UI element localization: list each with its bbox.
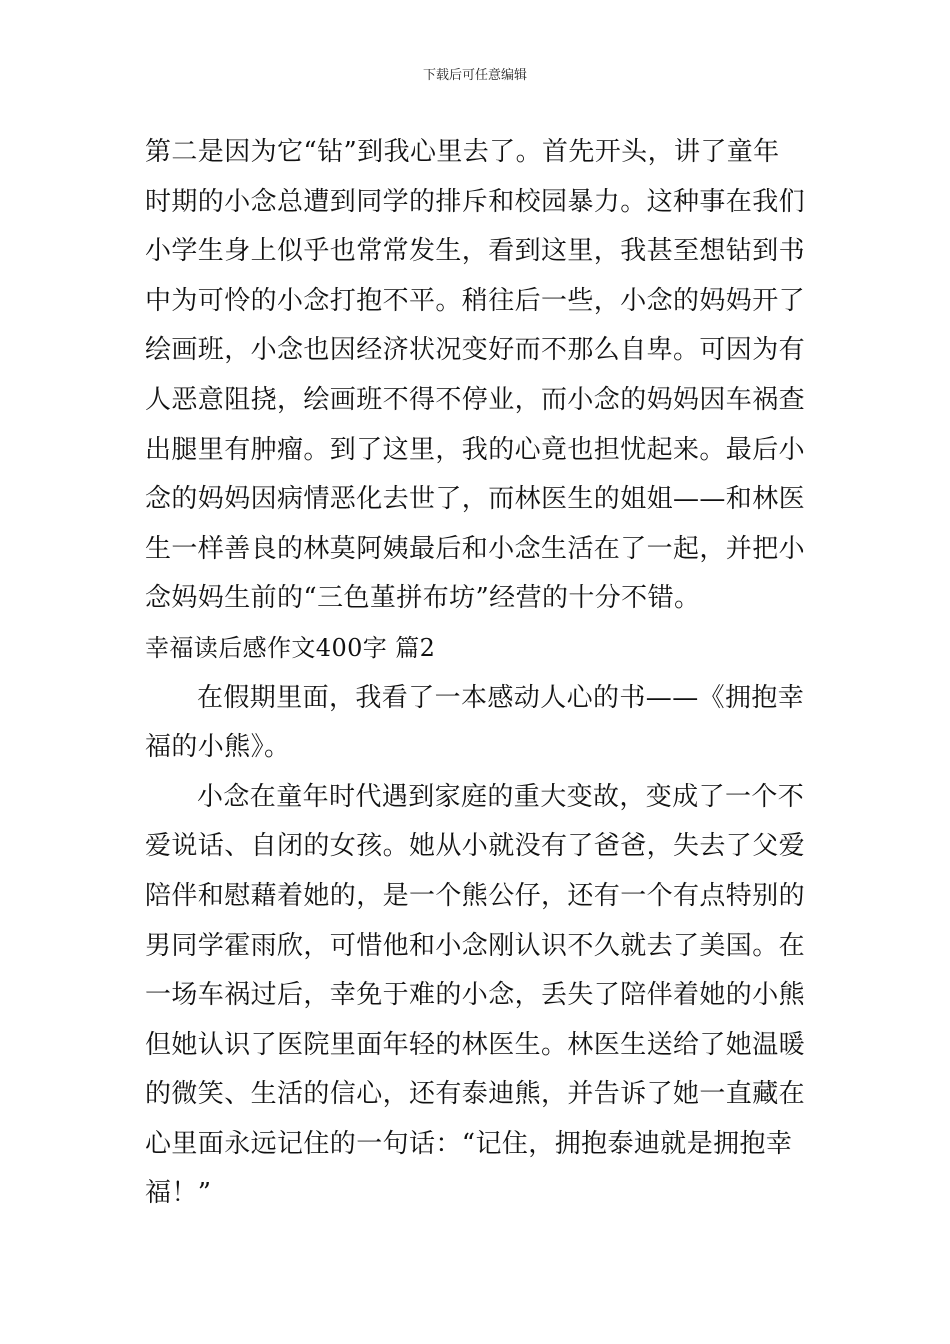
text-line: 生一样善良的林莫阿姨最后和小念生活在了一起，并把小 [145,533,806,564]
text-line: 绘画班，小念也因经济状况变好而不那么自卑。可因为有 [145,335,806,366]
text-line: 中为可怜的小念打抱不平。稍往后一些，小念的妈妈开了 [145,285,806,316]
text-line: 的微笑、生活的信心，还有泰迪熊，并告诉了她一直藏在 [145,1079,806,1110]
text-line: 陪伴和慰藉着她的，是一个熊公仔，还有一个有点特别的 [145,880,806,911]
text-line: 男同学霍雨欣，可惜他和小念刚认识不久就去了美国。在 [145,930,806,961]
text-line: 心里面永远记住的一句话：“记住，拥抱泰迪就是拥抱幸 [145,1128,793,1159]
article-body [145,128,805,1219]
text-line: 一场车祸过后，幸免于难的小念，丢失了陪伴着她的小熊 [145,980,806,1011]
text-line: 福的小熊》。 [145,732,291,763]
text-line: 小学生身上似乎也常常发生，看到这里，我甚至想钻到书 [145,236,806,267]
text-line: 时期的小念总遭到同学的排斥和校园暴力。这种事在我们 [145,186,806,217]
text-line: 福！” [145,1178,212,1209]
paragraph-first-line: 小念在童年时代遇到家庭的重大变故，变成了一个不 [197,781,805,812]
text-line: 爱说话、自闭的女孩。她从小就没有了爸爸，失去了父爱 [145,831,806,862]
text-line: 但她认识了医院里面年轻的林医生。林医生送给了她温暖 [145,1029,806,1060]
paragraph-first-line: 在假期里面，我看了一本感动人心的书——《拥抱幸 [197,682,805,713]
section-heading: 幸福读后感作文400字 篇2 [145,633,436,662]
text-line: 念妈妈生前的“三色堇拼布坊”经营的十分不错。 [145,583,701,614]
page-header: 下载后可任意编辑 [422,68,527,83]
text-line: 出腿里有肿瘤。到了这里，我的心竟也担忧起来。最后小 [145,434,806,465]
text-line: 念的妈妈因病情恶化去世了，而林医生的姐姐——和林医 [145,484,806,515]
text-line: 人恶意阻挠，绘画班不得不停业，而小念的妈妈因车祸查 [145,384,806,415]
text-line: 第二是因为它“钻”到我心里去了。首先开头，讲了童年 [145,137,780,167]
